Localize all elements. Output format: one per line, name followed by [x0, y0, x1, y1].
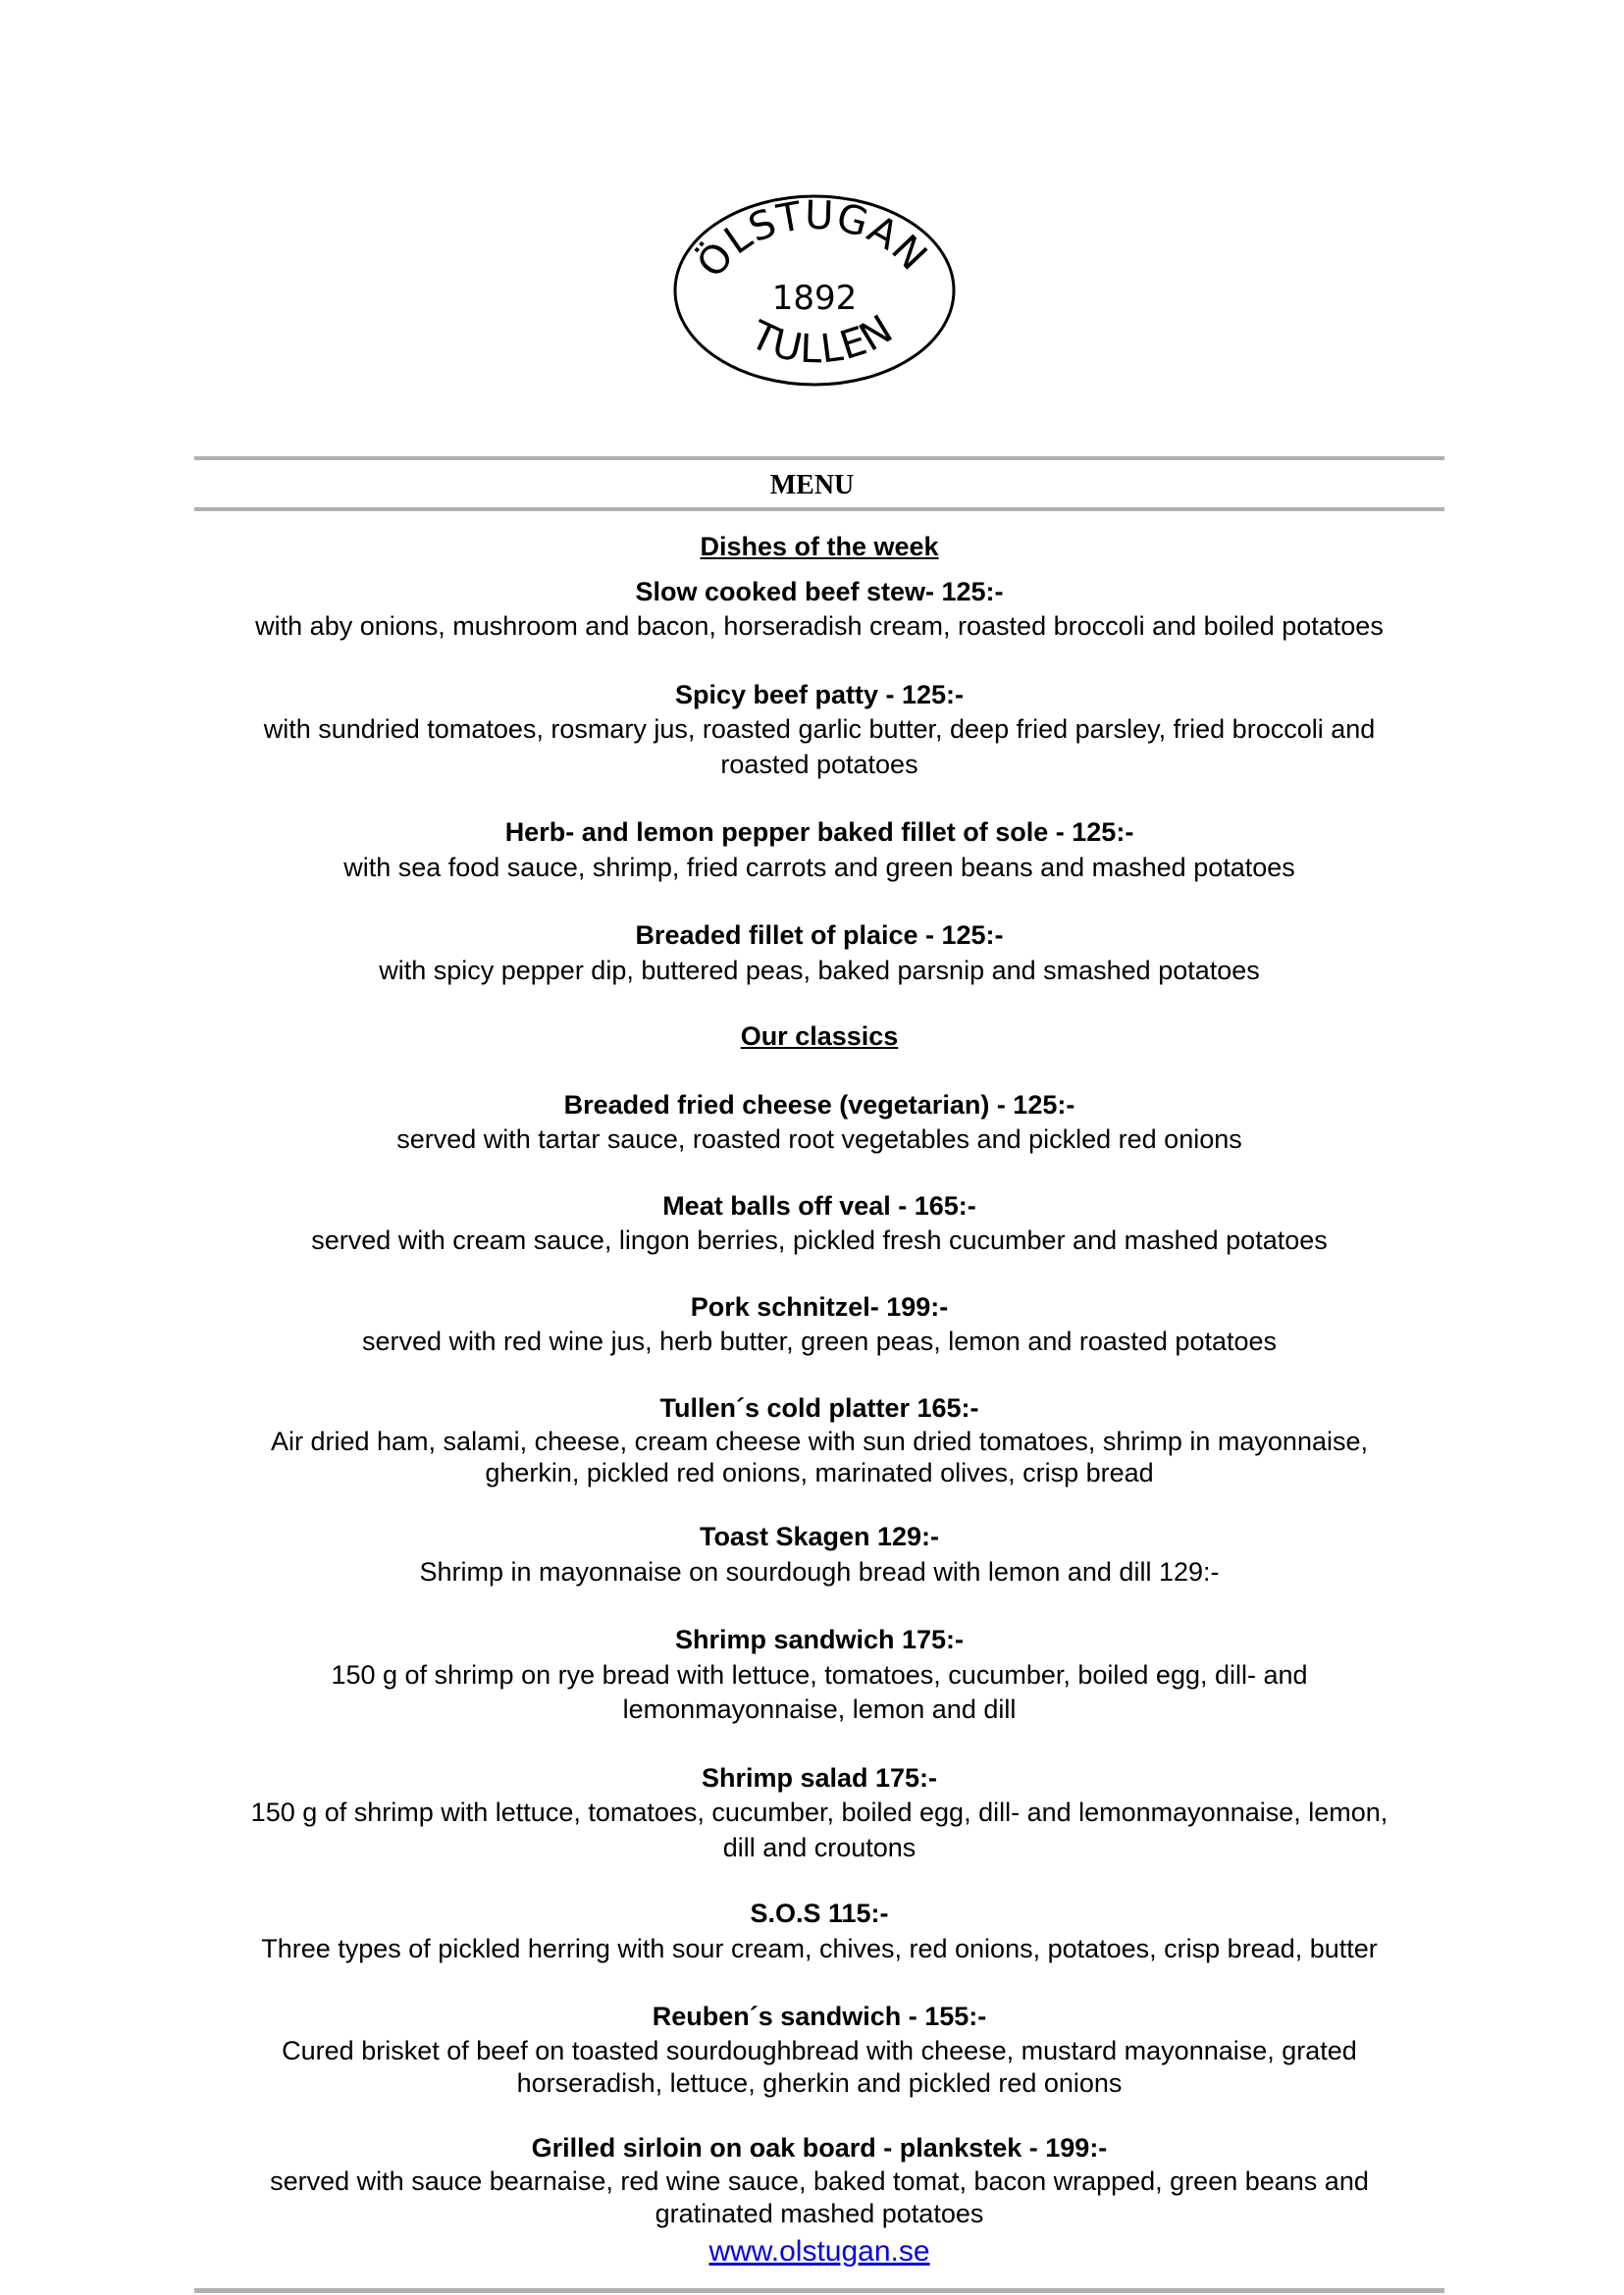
menu-content: [194, 530, 1444, 2270]
bottom-divider: [194, 2288, 1444, 2293]
dish-description: Shrimp in mayonnaise on sourdough bread with lemon and dill 129:-: [419, 1556, 1220, 1587]
menu-item: [194, 2131, 1444, 2231]
dish-name: Breaded fillet of plaice - 125:-: [635, 920, 1004, 950]
dish-description: with sea food sauce, shrimp, fried carrots and green beans and mashed potatoes: [343, 852, 1295, 882]
dish-name: Pork schnitzel- 199:-: [690, 1291, 949, 1322]
menu-item: [194, 1391, 1444, 1489]
menu-item: [194, 1897, 1444, 1966]
dish-name: Slow cooked beef stew- 125:-: [635, 576, 1004, 606]
dish-name: Meat balls off veal - 165:-: [662, 1190, 976, 1221]
menu-item: [194, 1290, 1444, 1360]
menu-divider: [194, 507, 1444, 511]
menu-title: MENU: [769, 470, 855, 500]
dish-name: Spicy beef patty - 125:-: [674, 679, 965, 709]
dish-name: Breaded fried cheese (vegetarian) - 125:-: [563, 1089, 1075, 1120]
dish-description: Three types of pickled herring with sour cream, chives, red onions, potatoes, crisp bread, butter: [261, 1933, 1378, 1963]
top-divider: [194, 456, 1444, 460]
dish-name: Shrimp salad 175:-: [701, 1762, 938, 1793]
dish-description: with aby onions, mushroom and bacon, horseradish cream, roasted broccoli and boiled potatoes: [255, 611, 1384, 641]
dish-description: served with red wine jus, herb butter, green peas, lemon and roasted potatoes: [361, 1327, 1278, 1356]
menu-item: [194, 575, 1444, 645]
menu-item: [194, 2000, 1444, 2100]
dish-name: S.O.S 115:-: [750, 1899, 889, 1928]
dish-name: Grilled sirloin on oak board - plankstek - 199:-: [531, 2132, 1108, 2163]
dish-description: with spicy pepper dip, buttered peas, baked parsnip and smashed potatoes: [379, 955, 1260, 985]
dish-description: 150 g of shrimp on rye bread with lettuce, tomatoes, cucumber, boiled egg, dill- and lemonmayonnaise, lemon and dill: [331, 1659, 1308, 1724]
menu-item: [194, 918, 1444, 988]
dish-description: served with cream sauce, lingon berries, pickled fresh cucumber and mashed potatoes: [311, 1226, 1328, 1255]
menu-item: [194, 1761, 1444, 1866]
menu-item: [194, 1088, 1444, 1158]
dish-description: served with tartar sauce, roasted root vegetables and pickled red onions: [396, 1124, 1242, 1154]
section-title-our-classics: Our classics: [740, 1021, 899, 1051]
dish-description: Cured brisket of beef on toasted sourdoughbread with cheese, mustard mayonnaise, grated horseradish, lettuce, gherkin and pickled red onions: [282, 2035, 1357, 2098]
logo-year: 1892: [771, 279, 858, 318]
logo-bottom-text: TULLEN: [743, 306, 902, 373]
dish-name: Toast Skagen 129:-: [699, 1522, 940, 1551]
dish-name: Reuben´s sandwich - 155:-: [652, 2002, 987, 2031]
dish-description: with sundried tomatoes, rosmary jus, roasted garlic butter, deep fried parsley, fried broccoli and roasted potatoes: [263, 714, 1376, 779]
dish-description: served with sauce bearnaise, red wine sauce, baked tomat, bacon wrapped, green beans and gratinated mashed potatoes: [270, 2166, 1369, 2228]
section-title-dishes-of-week: Dishes of the week: [700, 532, 939, 561]
menu-item: [194, 1623, 1444, 1728]
menu-item: [194, 1520, 1444, 1590]
menu-item: [194, 1189, 1444, 1259]
olstugan-logo: [671, 191, 958, 390]
dish-name: Herb- and lemon pepper baked fillet of sole - 125:-: [504, 817, 1134, 847]
dish-name: Tullen´s cold platter 165:-: [659, 1392, 979, 1423]
dish-name: Shrimp sandwich 175:-: [674, 1625, 965, 1654]
dish-description: Air dried ham, salami, cheese, cream cheese with sun dried tomatoes, shrimp in mayonnaise, gherkin, pickled red onions, marinated olives, crisp bread: [270, 1427, 1368, 1487]
logo-top-text: ÖLSTUGAN: [688, 192, 936, 287]
menu-item: [194, 815, 1444, 885]
website-link[interactable]: www.olstugan.se: [708, 2235, 930, 2268]
menu-item: [194, 678, 1444, 783]
dish-description: 150 g of shrimp with lettuce, tomatoes, cucumber, boiled egg, dill- and lemonmayonnaise, lemon, dill and croutons: [250, 1798, 1388, 1862]
